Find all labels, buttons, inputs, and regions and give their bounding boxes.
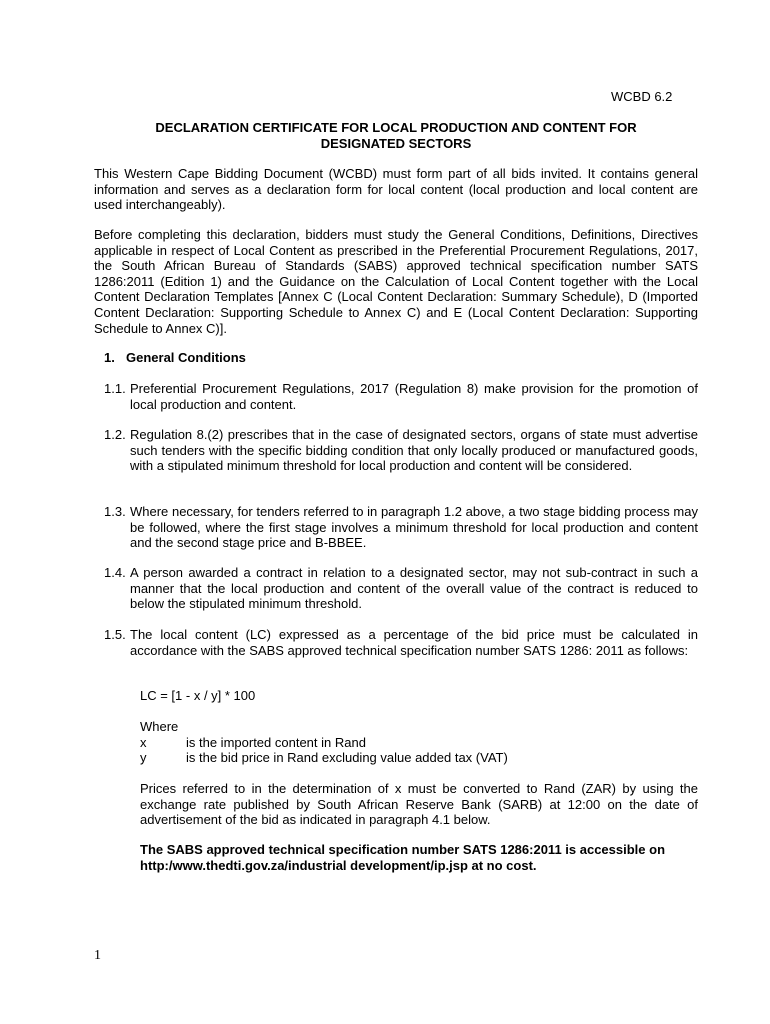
item-text: Where necessary, for tenders referred to in paragraph 1.2 above, a two stage bidding process may be followed, where the first stage involves a minimum threshold for local production and content and the second stage price and B-BBEE.: [130, 504, 698, 551]
definition-symbol: x: [140, 734, 147, 750]
item-number: 1.5.: [104, 627, 126, 642]
document-title: [94, 120, 698, 151]
list-item: [104, 381, 698, 412]
prices-note: Prices referred to in the determination of x must be converted to Rand (ZAR) by using the exchange rate published by South African Reserve Bank (SARB) at 12:00 on the date of advertisement of the bid as indicated in paragraph 4.1 below.: [140, 781, 698, 828]
list-item: [104, 627, 698, 658]
formula: LC = [1 - x / y] * 100: [140, 688, 256, 703]
section-heading: [104, 350, 246, 366]
list-item: [104, 427, 698, 474]
definitions: [140, 719, 508, 766]
item-text: A person awarded a contract in relation to a designated sector, may not sub-contract in such a manner that the local production and content of the overall value of the contract is reduced to below the stipulated minimum threshold.: [130, 565, 698, 612]
item-text: Preferential Procurement Regulations, 2017 (Regulation 8) make provision for the promotion of local production and content.: [130, 381, 698, 412]
item-text: Regulation 8.(2) prescribes that in the case of designated sectors, organs of state must advertise such tenders with the specific bidding condition that only locally produced or manufactured goods, with a stipulated minimum threshold for local production and content will be considered.: [130, 427, 698, 474]
item-text: The local content (LC) expressed as a percentage of the bid price must be calculated in accordance with the SABS approved technical specification number SATS 1286: 2011 as follows:: [130, 627, 698, 658]
item-number: 1.1.: [104, 381, 126, 396]
definition-meaning: is the imported content in Rand: [186, 734, 366, 750]
before-paragraph: Before completing this declaration, bidders must study the General Conditions, Definitions, Directives applicable in respect of Local Content as prescribed in the Preferential Procurement Regulations, 2017, the South African Bureau of Standards (SABS) approved technical specification number SATS 1286:2011 (Edition 1) and the Guidance on the Calculation of Local Content together with the Local Content Declaration Templates [Annex C (Local Content Declaration: Summary Schedule), D (Imported Content Declaration: Supporting Schedule to Annex C) and E (Local Content Declaration: Supporting Schedule to Annex C)].: [94, 227, 698, 336]
where-label: Where: [140, 719, 179, 734]
section-title: General Conditions: [126, 350, 246, 365]
definition-row: [140, 750, 508, 766]
list-item: [104, 565, 698, 612]
title-line-2: DESIGNATED SECTORS: [320, 135, 472, 151]
item-number: 1.4.: [104, 565, 126, 580]
form-reference: WCBD 6.2: [611, 89, 673, 104]
section-number: 1.: [104, 350, 115, 365]
definition-symbol: y: [140, 750, 147, 766]
title-line-1: DECLARATION CERTIFICATE FOR LOCAL PRODUCTION AND CONTENT FOR: [155, 120, 637, 135]
item-number: 1.3.: [104, 504, 126, 519]
definition-meaning: is the bid price in Rand excluding value added tax (VAT): [186, 750, 508, 766]
definition-row: [140, 735, 508, 751]
item-number: 1.2.: [104, 427, 126, 442]
list-item: [104, 504, 698, 551]
page-number: 1: [94, 948, 101, 963]
sabs-note: The SABS approved technical specification number SATS 1286:2011 is accessible on http:/www.thedti.gov.za/industrial development/ip.jsp at no cost.: [140, 842, 666, 873]
intro-paragraph: This Western Cape Bidding Document (WCBD) must form part of all bids invited. It contains general information and serves as a declaration form for local content (local production and local content are used interchangeably).: [94, 166, 698, 213]
